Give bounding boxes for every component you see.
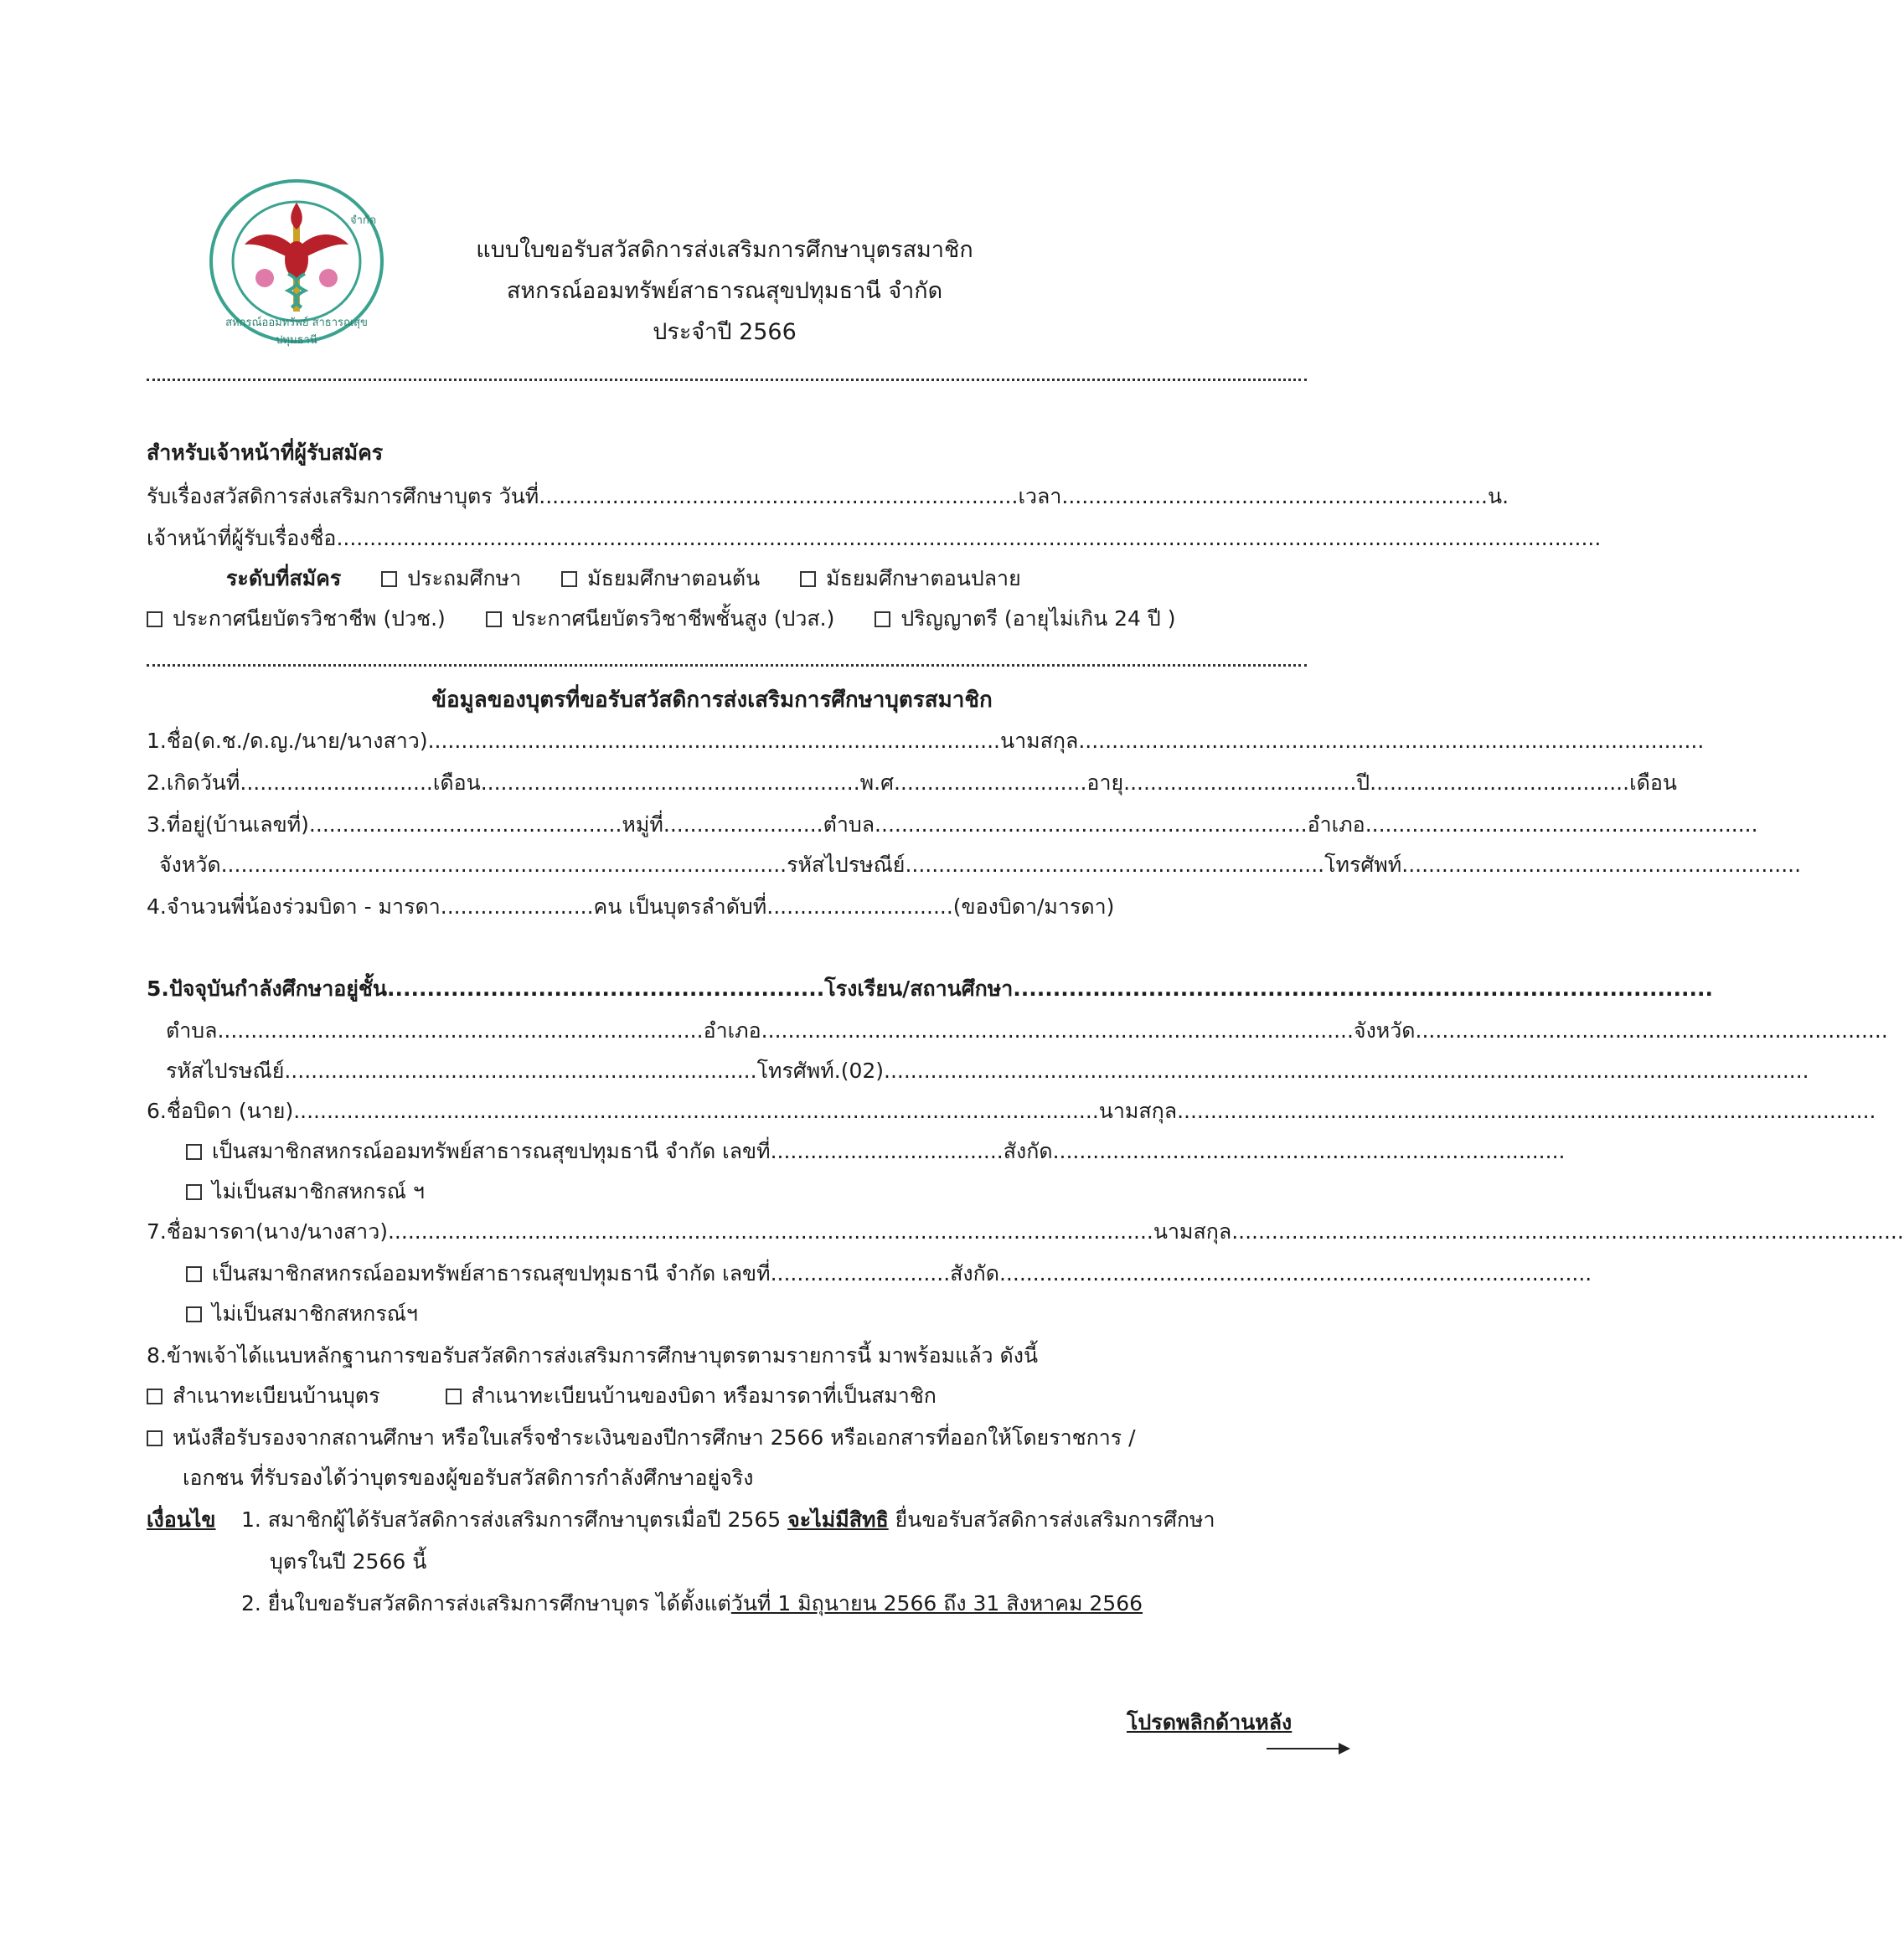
checkbox-school-certificate[interactable] — [147, 1430, 163, 1446]
cooperative-name: สหกรณ์ออมทรัพย์สาธารณสุขปทุมธานี จำกัด — [506, 278, 943, 304]
officer-heading: สำหรับเจ้าหน้าที่ผู้รับสมัคร — [147, 441, 384, 465]
level-row-1 — [226, 566, 1021, 591]
father-member-text: เป็นสมาชิกสหกรณ์ออมทรัพย์สาธารณสุขปทุมธานี จำกัด เลขที่...................................สังกัด............................................................................. — [212, 1139, 1566, 1163]
checkbox-upper-secondary[interactable] — [800, 571, 816, 587]
level-high-vocational: ประกาศนียบัตรวิชาชีพชั้นสูง (ปวส.) — [511, 606, 835, 631]
level-lower-secondary: มัธยมศึกษาตอนต้น — [587, 566, 761, 590]
father-name-line: 6.ชื่อบิดา (นาย).........................................................................................................................นามสกุล......................................................................................................... — [147, 1099, 1876, 1123]
child-info-heading: ข้อมูลของบุตรที่ขอรับสวัสดิการส่งเสริมการศึกษาบุตรสมาชิก — [431, 688, 993, 713]
checkbox-child-house-reg[interactable] — [147, 1389, 163, 1404]
officer-name-line: เจ้าหน้าที่ผู้รับเรื่องชื่อ.............................................................................................................................................................................................. — [147, 526, 1602, 550]
condition-1-rest: ยื่นขอรับสวัสดิการส่งเสริมการศึกษา — [888, 1507, 1215, 1532]
attachments-row-2 — [147, 1425, 1136, 1450]
condition-1-cont: บุตรในปี 2566 นี้ — [270, 1549, 427, 1574]
logo-side-text: จำกัด — [350, 214, 377, 227]
checkbox-father-nonmember[interactable] — [186, 1184, 202, 1200]
doc-school-certificate: หนังสือรับรองจากสถานศึกษา หรือใบเสร็จชำระเงินของปีการศึกษา 2566 หรือเอกสารที่ออกให้โดยราชการ / — [173, 1425, 1136, 1450]
mother-member-text: เป็นสมาชิกสหกรณ์ออมทรัพย์สาธารณสุขปทุมธานี จำกัด เลขที่...........................สังกัด......................................................................................... — [212, 1261, 1592, 1286]
checkbox-vocational[interactable] — [147, 611, 163, 627]
turn-page-note: โปรดพลิกด้านหลัง — [1127, 1710, 1293, 1734]
checkbox-lower-secondary[interactable] — [561, 571, 577, 587]
conditions-label: เงื่อนไข — [147, 1507, 216, 1532]
mother-nonmember-line — [186, 1301, 418, 1327]
arrow-right-icon — [1267, 1740, 1350, 1760]
level-row-2 — [147, 606, 1175, 631]
form-title: แบบใบขอรับสวัสดิการส่งเสริมการศึกษาบุตรสมาชิก — [476, 237, 973, 263]
condition-2-text: 2. ยื่นใบขอรับสวัสดิการส่งเสริมการศึกษาบุตร ได้ตั้งแต่ — [241, 1591, 731, 1615]
mother-member-line — [186, 1261, 1592, 1286]
form-year: ประจำปี 2566 — [653, 319, 797, 345]
child-province-line: จังหวัด.....................................................................................รหัสไปรษณีย์...............................................................โทรศัพท์............................................................ — [159, 853, 1802, 877]
level-upper-secondary: มัธยมศึกษาตอนปลาย — [826, 566, 1021, 590]
level-vocational: ประกาศนียบัตรวิชาชีพ (ปวช.) — [173, 606, 446, 631]
current-school-line: 5.ปัจจุบันกำลังศึกษาอยู่ชั้น.......................................................โรงเรียน/สถานศึกษา........................................................................................ — [147, 976, 1713, 1001]
father-nonmember-text: ไม่เป็นสมาชิกสหกรณ์ ฯ — [212, 1179, 425, 1203]
checkbox-father-member[interactable] — [186, 1144, 202, 1160]
level-bachelor: ปริญญาตรี (อายุไม่เกิน 24 ปี ) — [900, 606, 1176, 631]
father-nonmember-line — [186, 1179, 425, 1204]
checkbox-mother-nonmember[interactable] — [186, 1306, 202, 1322]
divider-middle — [147, 664, 1307, 667]
condition-1 — [241, 1507, 1215, 1533]
cooperative-logo — [208, 178, 385, 345]
checkbox-mother-member[interactable] — [186, 1266, 202, 1282]
checkbox-high-vocational[interactable] — [486, 611, 502, 627]
condition-1-text: 1. สมาชิกผู้ได้รับสวัสดิการส่งเสริมการศึกษาบุตรเมื่อปี 2565 — [241, 1507, 788, 1532]
siblings-line: 4.จำนวนพี่น้องร่วมบิดา - มารดา.......................คน เป็นบุตรลำดับที่............................(ของบิดา/มารดา) — [147, 894, 1115, 919]
school-postal-line: รหัสไปรษณีย์.......................................................................โทรศัพท์.(02)........................................................................................................................................... — [166, 1059, 1809, 1083]
mother-name-line: 7.ชื่อมารดา(นาง/นางสาว)...................................................................................................................นามสกุล..................................................................................................... — [147, 1219, 1904, 1244]
child-address-line: 3.ที่อยู่(บ้านเลขที่)...............................................หมู่ที่........................ตำบล.................................................................อำเภอ........................................................... — [147, 812, 1758, 837]
attachments-line: 8.ข้าพเจ้าได้แนบหลักฐานการขอรับสวัสดิการส่งเสริมการศึกษาบุตรตามรายการนี้ มาพร้อมแล้ว ดังนี้ — [147, 1343, 1039, 1368]
child-birth-line: 2.เกิดวันที่.............................เดือน.........................................................พ.ศ.............................อายุ...................................ปี.......................................เดือน — [147, 770, 1677, 795]
checkbox-parent-house-reg[interactable] — [446, 1389, 462, 1404]
condition-2 — [241, 1591, 1143, 1616]
condition-2-dates: วันที่ 1 มิถุนายน 2566 ถึง 31 สิงหาคม 2566 — [730, 1591, 1143, 1615]
officer-receive-line: รับเรื่องสวัสดิการส่งเสริมการศึกษาบุตร วันที่........................................................................เวลา................................................................น. — [147, 484, 1509, 508]
doc-child-house-reg: สำเนาทะเบียนบ้านบุตร — [173, 1383, 380, 1408]
father-member-line — [186, 1139, 1566, 1164]
child-name-line: 1.ชื่อ(ด.ช./ด.ญ./นาย/นางสาว)......................................................................................นามสกุล.............................................................................................. — [147, 729, 1705, 753]
level-primary: ประถมศึกษา — [407, 566, 522, 590]
school-location-line: ตำบล.........................................................................อำเภอ.........................................................................................จังหวัด....................................................................... — [166, 1018, 1888, 1043]
mother-nonmember-text: ไม่เป็นสมาชิกสหกรณ์ฯ — [212, 1301, 418, 1326]
checkbox-bachelor[interactable] — [875, 611, 890, 627]
level-label: ระดับที่สมัคร — [226, 566, 342, 590]
attachments-row-1 — [147, 1383, 937, 1409]
condition-1-emphasis: จะไม่มีสิทธิ — [787, 1507, 889, 1532]
divider-top — [147, 379, 1307, 381]
logo-text: สหกรณ์ออมทรัพย์ สาธารณสุขปทุมธานี — [225, 317, 368, 347]
checkbox-primary[interactable] — [381, 571, 397, 587]
attachments-row-2-cont: เอกชน ที่รับรองได้ว่าบุตรของผู้ขอรับสวัสดิการกำลังศึกษาอยู่จริง — [183, 1466, 754, 1490]
doc-parent-house-reg: สำเนาทะเบียนบ้านของบิดา หรือมารดาที่เป็นสมาชิก — [471, 1383, 937, 1408]
